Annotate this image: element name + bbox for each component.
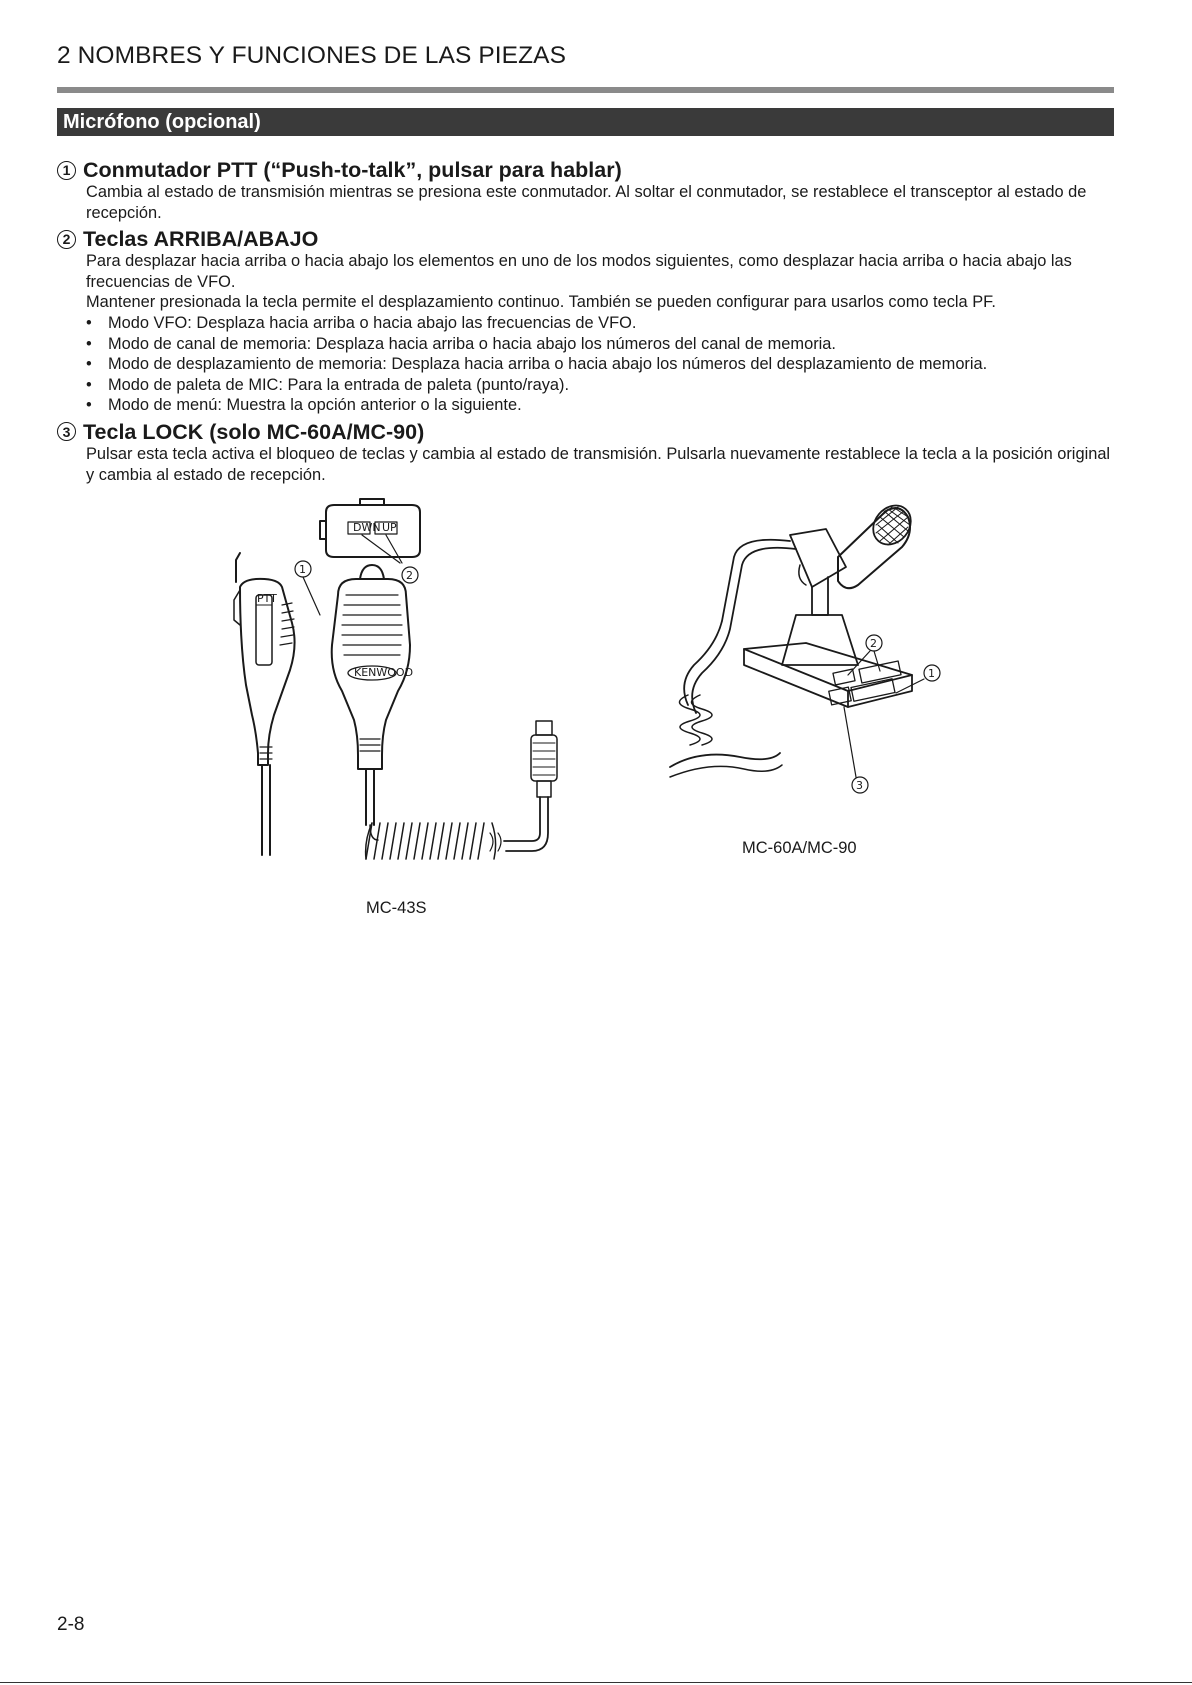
desk-mic-callout-1: 1 (928, 667, 935, 680)
desk-mic-callout-2: 2 (870, 637, 877, 650)
section-title: Micrófono (opcional) (57, 108, 1114, 136)
hand-mic-side-view (234, 553, 295, 855)
description-paragraph: Para desplazar hacia arriba o hacia abajo los elementos en uno de los modos siguientes, como desplazar hacia arriba o hacia abajo las frecuencias de VFO. (86, 252, 1072, 291)
circled-number-2: 2 (57, 230, 76, 249)
part-heading (57, 158, 1117, 182)
desk-mic-drawing (670, 498, 940, 857)
desk-mic-head (838, 498, 919, 588)
part-item-up-down-keys (57, 227, 1117, 416)
part-title: Teclas ARRIBA/ABAJO (83, 227, 319, 252)
mode-list-item: • Modo de paleta de MIC: Para la entrada de paleta (punto/raya). (86, 375, 1117, 396)
chapter-divider (57, 87, 1114, 93)
hand-mic-callout-2: 2 (406, 569, 413, 582)
hand-mic-caption: MC-43S (366, 899, 427, 917)
circled-number-3: 3 (57, 422, 76, 441)
mode-list-item: • Modo de desplazamiento de memoria: Desplaza hacia arriba o hacia abajo los números del desplazamiento de memoria. (86, 354, 1117, 375)
microphone-illustrations (0, 495, 1192, 935)
hand-mic-front-view (332, 565, 557, 859)
part-description (86, 251, 1117, 416)
page-number: 2-8 (57, 1614, 85, 1635)
mode-list-item: • Modo VFO: Desplaza hacia arriba o hacia abajo las frecuencias de VFO. (86, 313, 1117, 334)
description-paragraph: Cambia al estado de transmisión mientras se presiona este conmutador. Al soltar el conmutador, se restablece el transceptor al estado de recepción. (86, 183, 1087, 222)
part-item-ptt (57, 158, 1117, 223)
desk-mic-callout-3: 3 (856, 779, 863, 792)
part-title: Conmutador PTT (“Push-to-talk”, pulsar para hablar) (83, 158, 622, 182)
circled-number-1: 1 (57, 161, 76, 180)
part-heading (57, 227, 1117, 251)
ptt-key-label: PTT (257, 592, 277, 605)
description-paragraph: Mantener presionada la tecla permite el desplazamiento continuo. También se pueden configurar para usarlos como tecla PF. (86, 293, 996, 312)
dwn-key-label: DWN (353, 521, 381, 534)
parts-list (57, 158, 1117, 489)
microphone-drawing (0, 495, 1192, 935)
part-heading (57, 420, 1117, 444)
mode-list-item: • Modo de menú: Muestra la opción anterior o la siguiente. (86, 395, 1117, 416)
hand-mic-callout-1: 1 (299, 563, 306, 576)
chapter-title: 2 NOMBRES Y FUNCIONES DE LAS PIEZAS (57, 42, 567, 69)
mode-list (86, 313, 1117, 416)
description-paragraph: Pulsar esta tecla activa el bloqueo de teclas y cambia al estado de transmisión. Pulsarla nuevamente restablece la tecla a la posición original y cambia al estado de recepción. (86, 444, 1111, 484)
hand-mic-drawing (234, 499, 557, 917)
page-bottom-edge (0, 1682, 1192, 1683)
hand-mic-key-detail (320, 499, 420, 563)
part-item-lock-key (57, 420, 1117, 485)
desk-mic-caption: MC-60A/MC-90 (742, 839, 857, 857)
part-description (86, 182, 1117, 223)
up-key-label: UP (382, 521, 397, 534)
kenwood-logo: KENWOOD (354, 666, 414, 679)
part-title: Tecla LOCK (solo MC-60A/MC-90) (83, 419, 425, 444)
part-description (86, 444, 1117, 485)
mode-list-item: • Modo de canal de memoria: Desplaza hacia arriba o hacia abajo los números del canal de memoria. (86, 334, 1117, 355)
